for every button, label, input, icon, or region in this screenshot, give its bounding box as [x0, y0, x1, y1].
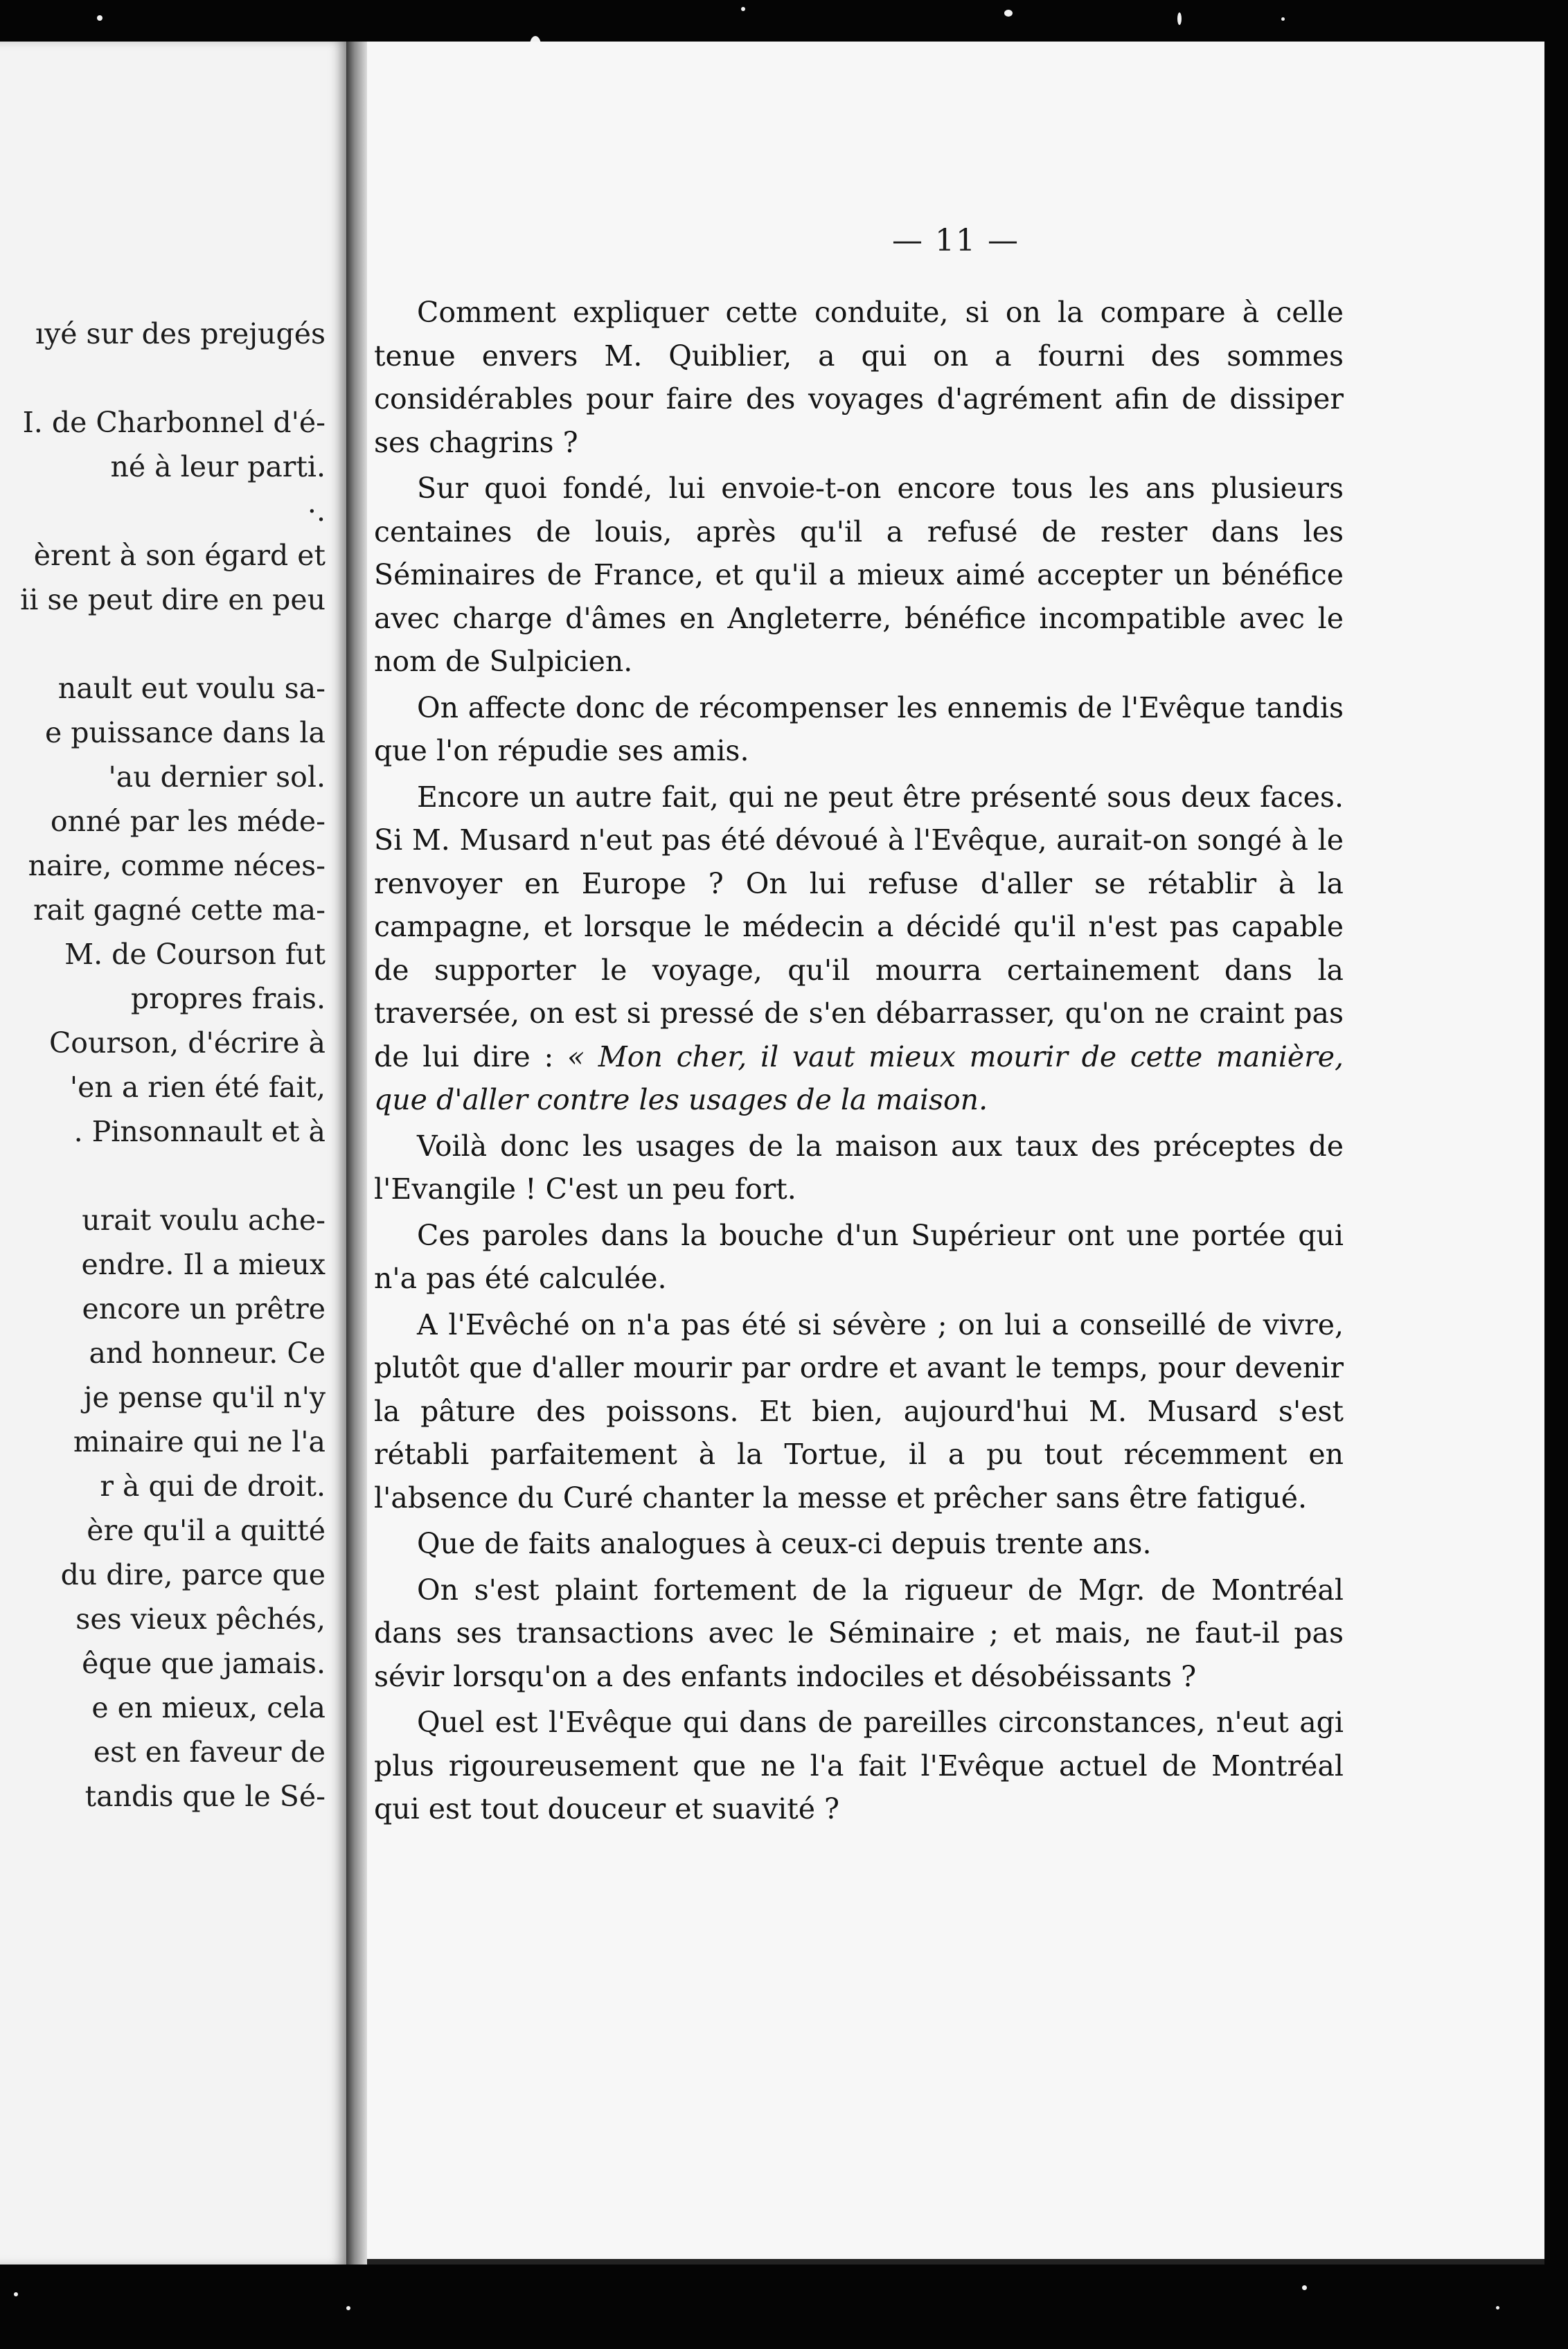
- line-gap: [0, 622, 326, 666]
- line-gap: [0, 1154, 326, 1198]
- left-page: [0, 42, 346, 2265]
- text-line: du dire, parce que: [60, 1558, 326, 1591]
- text-line: né à leur parti.: [110, 450, 326, 483]
- text-line: urait voulu ache-: [82, 1204, 326, 1237]
- paragraph: On affecte donc de récompenser les ennemis de l'Evêque tandis que l'on répudie ses amis.: [374, 690, 1344, 767]
- text-line: tandis que le Sé-: [84, 1780, 326, 1813]
- text-line: r à qui de droit.: [100, 1470, 326, 1503]
- text-line: onné par les méde-: [50, 805, 326, 838]
- text-line: rait gagné cette ma-: [33, 893, 326, 927]
- paragraph: Ces paroles dans la bouche d'un Supérieur ont une portée qui n'a pas été calculée.: [374, 1218, 1344, 1295]
- text-line: e en mieux, cela: [91, 1691, 326, 1724]
- text-line: ère qu'il a quitté: [87, 1514, 326, 1547]
- paragraph: Sur quoi fondé, lui envoie-t-on encore tous les ans plusieurs centaines de louis, après qu'il a refusé de rester dans les Séminaires de France, et qu'il a mieux aimé accepter un bénéfice avec charge d'âmes en Angleterre, bénéfice incompatible avec le nom de Sulpicien.: [374, 472, 1344, 678]
- text-line: M. de Courson fut: [64, 938, 326, 971]
- text-line: je pense qu'il n'y: [83, 1381, 326, 1414]
- text-line: nault eut voulu sa-: [57, 672, 326, 705]
- text-line: endre. Il a mieux: [81, 1248, 326, 1281]
- text-line: minaire qui ne l'a: [73, 1425, 326, 1458]
- text-line: I. de Charbonnel d'é-: [22, 406, 326, 439]
- text-line: naire, comme néces-: [28, 849, 326, 882]
- paragraph: On s'est plaint fortement de la rigueur de Mgr. de Montréal dans ses transactions avec le Séminaire ; et mais, ne faut-il pas sévir lorsqu'on a des enfants indociles et désobéissants ?: [374, 1573, 1344, 1693]
- paragraph: Que de faits analogues à ceux-ci depuis trente ans.: [417, 1527, 1152, 1560]
- text-line: and honneur. Ce: [89, 1337, 326, 1370]
- page-number: — 11 —: [892, 223, 1019, 258]
- paragraph: Comment expliquer cette conduite, si on la compare à celle tenue envers M. Quiblier, a qui on a fourni des sommes considérables pour faire des voyages d'agrément afin de dissiper ses chagrins ?: [374, 296, 1344, 459]
- text-line: 'en a rien été fait,: [69, 1071, 326, 1104]
- text-line: ii se peut dire en peu: [20, 583, 326, 616]
- text-line: ıyé sur des prejugés: [35, 317, 326, 350]
- text-line: ·.: [307, 494, 326, 528]
- text-line: encore un prêtre: [82, 1292, 326, 1325]
- paragraph-with-quote: [374, 776, 1344, 1122]
- text-line: . Pinsonnault et à: [73, 1115, 326, 1148]
- paragraph: A l'Evêché on n'a pas été si sévère ; on lui a conseillé de vivre, plutôt que d'aller mourir par ordre et avant le temps, pour devenir la pâture des poissons. Et bien, aujourd'hui M. Musard s'est rétabli parfaitement à la Tortue, il a pu tout récemment en l'absence du Curé chanter la messe et prêcher sans être fatigué.: [374, 1307, 1344, 1515]
- quoted-speech: « Mon cher, il vaut mieux mourir de cette manière, que d'aller contre les usages de la maison.: [374, 1039, 1344, 1116]
- text-line: 'au dernier sol.: [108, 760, 326, 794]
- paragraph: Voilà donc les usages de la maison aux taux des préceptes de l'Evangile ! C'est un peu fort.: [374, 1129, 1344, 1206]
- book-gutter: [346, 42, 367, 2265]
- text-line: propres frais.: [130, 982, 326, 1015]
- text-line: êque que jamais.: [82, 1647, 326, 1680]
- body-text: [374, 291, 1344, 1834]
- paragraph: Quel est l'Evêque qui dans de pareilles circonstances, n'eut agi plus rigoureusement que ne l'a fait l'Evêque actuel de Montréal qui est tout douceur et suavité ?: [374, 1706, 1344, 1825]
- text-line: ses vieux pêchés,: [75, 1602, 326, 1636]
- line-gap: [0, 356, 326, 400]
- text-line: est en faveur de: [93, 1735, 326, 1769]
- left-page-text: [0, 312, 326, 1819]
- right-page: [367, 42, 1544, 2265]
- text-line: Courson, d'écrire à: [48, 1026, 326, 1060]
- text-line: e puissance dans la: [45, 716, 326, 749]
- text-line: èrent à son égard et: [33, 539, 326, 572]
- paragraph-text: Encore un autre fait, qui ne peut être présenté sous deux faces. Si M. Musard n'eut pas été dévoué à l'Evêque, aurait-on songé à le renvoyer en Europe ? On lui refuse d'aller se rétablir à la campagne, et lorsque le médecin a décidé qu'il n'est pas capable de supporter le voyage, qu'il mourra certainement dans la traversée, on est si pressé de s'en débarrasser, qu'on ne craint pas de lui dire :: [374, 780, 1344, 1073]
